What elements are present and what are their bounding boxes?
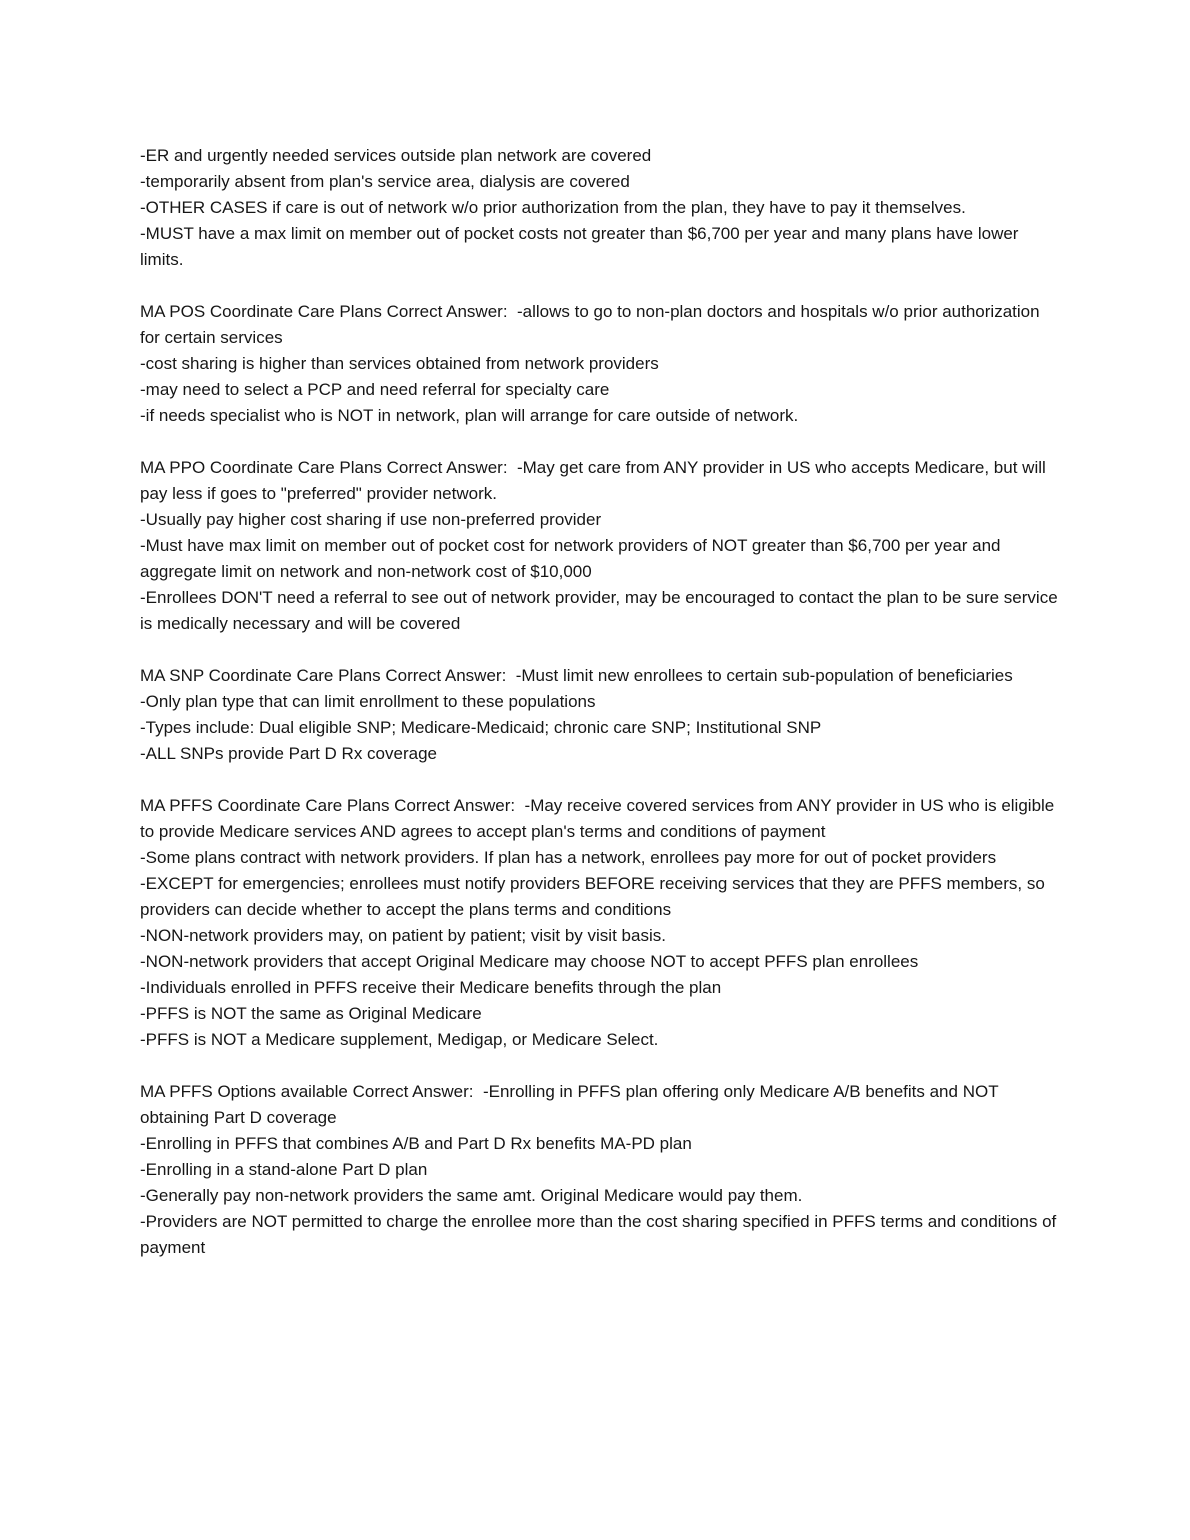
document-body	[140, 143, 1063, 1261]
text-line: -ALL SNPs provide Part D Rx coverage	[140, 744, 437, 763]
text-line: -Types include: Dual eligible SNP; Medicare-Medicaid; chronic care SNP; Institutional SNP	[140, 718, 822, 737]
text-line: -OTHER CASES if care is out of network w/o prior authorization from the plan, they have to pay it themselves.	[140, 198, 966, 217]
text-line: -Enrolling in a stand-alone Part D plan	[140, 1160, 428, 1179]
text-line: -Usually pay higher cost sharing if use non-preferred provider	[140, 510, 602, 529]
text-line: -Generally pay non-network providers the same amt. Original Medicare would pay them.	[140, 1186, 803, 1205]
paragraph	[140, 143, 1060, 273]
text-line: -EXCEPT for emergencies; enrollees must notify providers BEFORE receiving services that they are PFFS members, so providers can decide whether to accept the plans terms and conditions	[140, 874, 1050, 919]
paragraph	[140, 299, 1060, 429]
text-line: -PFFS is NOT the same as Original Medicare	[140, 1004, 482, 1023]
text-line: -NON-network providers that accept Original Medicare may choose NOT to accept PFFS plan enrollees	[140, 952, 919, 971]
paragraph	[140, 663, 1060, 767]
text-line: -cost sharing is higher than services obtained from network providers	[140, 354, 659, 373]
text-line: MA PPO Coordinate Care Plans Correct Answer: -May get care from ANY provider in US who accepts Medicare, but will pay less if goes to "preferred" provider network.	[140, 458, 1051, 503]
text-line: MA SNP Coordinate Care Plans Correct Answer: -Must limit new enrollees to certain sub-population of beneficiaries	[140, 666, 1013, 685]
text-line: MA POS Coordinate Care Plans Correct Answer: -allows to go to non-plan doctors and hospitals w/o prior authorization for certain services	[140, 302, 1045, 347]
text-line: -temporarily absent from plan's service area, dialysis are covered	[140, 172, 630, 191]
paragraph	[140, 1079, 1060, 1261]
text-line: -may need to select a PCP and need referral for specialty care	[140, 380, 610, 399]
text-line: MA PFFS Coordinate Care Plans Correct Answer: -May receive covered services from ANY provider in US who is eligible to provide Medicare services AND agrees to accept plan's terms and conditions of payment	[140, 796, 1059, 841]
text-line: -if needs specialist who is NOT in network, plan will arrange for care outside of network.	[140, 406, 799, 425]
text-line: -PFFS is NOT a Medicare supplement, Medigap, or Medicare Select.	[140, 1030, 659, 1049]
text-line: -Enrolling in PFFS that combines A/B and Part D Rx benefits MA-PD plan	[140, 1134, 692, 1153]
text-line: -Enrollees DON'T need a referral to see out of network provider, may be encouraged to contact the plan to be sure service is medically necessary and will be covered	[140, 588, 1063, 633]
text-line: -Only plan type that can limit enrollment to these populations	[140, 692, 596, 711]
text-line: -Individuals enrolled in PFFS receive their Medicare benefits through the plan	[140, 978, 722, 997]
text-line: -Must have max limit on member out of pocket cost for network providers of NOT greater than $6,700 per year and aggregate limit on network and non-network cost of $10,000	[140, 536, 1006, 581]
text-line: -ER and urgently needed services outside plan network are covered	[140, 146, 652, 165]
text-line: -NON-network providers may, on patient by patient; visit by visit basis.	[140, 926, 666, 945]
text-line: -MUST have a max limit on member out of pocket costs not greater than $6,700 per year and many plans have lower limits.	[140, 224, 1024, 269]
text-line: -Providers are NOT permitted to charge the enrollee more than the cost sharing specified in PFFS terms and conditions of payment	[140, 1212, 1061, 1257]
paragraph	[140, 455, 1063, 637]
paragraph	[140, 793, 1060, 1053]
text-line: -Some plans contract with network providers. If plan has a network, enrollees pay more for out of pocket providers	[140, 848, 997, 867]
text-line: MA PFFS Options available Correct Answer: -Enrolling in PFFS plan offering only Medicare A/B benefits and NOT obtaining Part D coverage	[140, 1082, 1004, 1127]
